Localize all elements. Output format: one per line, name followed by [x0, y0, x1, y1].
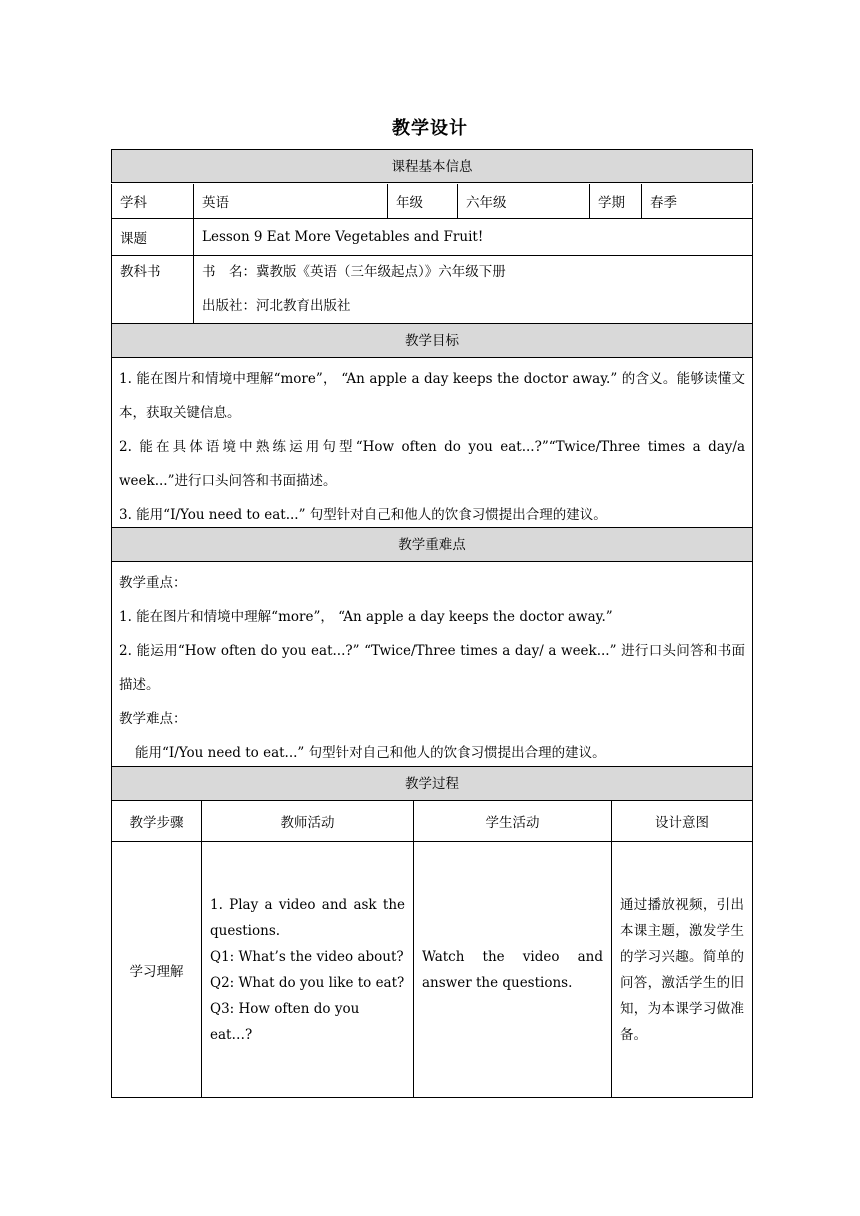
document-title: 教学设计: [392, 118, 468, 139]
subject-label: 学科: [112, 184, 194, 218]
textbook-value: [194, 256, 753, 323]
key-point-item-1: 1. 能在图片和情境中理解“more”， “An apple a day keeps the doctor away.”: [119, 609, 613, 625]
objective-item-1: 1. 能在图片和情境中理解“more”， “An apple a day keeps the doctor away.” 的含义。能够读懂文本，获取关键信息。: [119, 371, 745, 421]
grade-value: 六年级: [458, 184, 590, 218]
column-header-student: 学生活动: [414, 801, 612, 841]
difficult-points-label: 教学难点：: [119, 711, 187, 727]
objectives-header: 教学目标: [111, 324, 753, 358]
teacher-activity-line-1a: 1. Play a video and ask the questions.: [210, 896, 405, 939]
process-step: 学习理解: [112, 842, 202, 1097]
design-intent: 通过播放视频，引出本课主题，激发学生的学习兴趣。简单的问答，激活学生的旧知，为本课学习做准备。: [612, 842, 753, 1097]
key-points-body: [111, 562, 753, 767]
process-row: [111, 842, 753, 1098]
column-header-intent: 设计意图: [612, 801, 753, 841]
topic-value: Lesson 9 Eat More Vegetables and Fruit!: [194, 219, 753, 255]
textbook-name: 书 名：冀教版《英语（三年级起点）》六年级下册: [202, 264, 506, 280]
term-label: 学期: [590, 184, 642, 218]
textbook-publisher: 出版社：河北教育出版社: [202, 298, 351, 314]
student-activity: Watch the video and answer the questions.: [414, 842, 612, 1097]
objective-item-2: 2. 能在具体语境中熟练运用句型“How often do you eat...?”“Twice/Three times a day/a week...”进行口头问答和书面描述。: [119, 439, 745, 489]
topic-label: 课题: [112, 219, 194, 255]
column-header-teacher: 教师活动: [202, 801, 414, 841]
key-points-header: 教学重难点: [111, 528, 753, 562]
column-header-step: 教学步骤: [112, 801, 202, 841]
teacher-activity-q2: Q2: What do you like to eat?: [210, 974, 405, 991]
textbook-row: [111, 256, 753, 324]
teacher-activity-q3: Q3: How often do you eat…?: [210, 1000, 360, 1043]
teacher-activity: [202, 842, 414, 1097]
basic-info-header: 课程基本信息: [111, 149, 753, 183]
objective-item-3: 3. 能用“I/You need to eat...” 句型针对自己和他人的饮食习惯提出合理的建议。: [119, 507, 607, 523]
objectives-list: [111, 358, 753, 528]
topic-row: [111, 219, 753, 256]
term-value: 春季: [642, 184, 753, 218]
subject-value: 英语: [194, 184, 388, 218]
grade-label: 年级: [388, 184, 458, 218]
process-column-headers: [111, 801, 753, 842]
process-header: 教学过程: [111, 767, 753, 801]
difficult-point-item: 能用“I/You need to eat...” 句型针对自己和他人的饮食习惯提出合理的建议。: [135, 745, 606, 761]
teacher-activity-q1: Q1: What’s the video about?: [210, 948, 404, 965]
key-point-item-2: 2. 能运用“How often do you eat...?” “Twice/Three times a day/ a week...” 进行口头问答和书面描述。: [119, 643, 745, 693]
subject-grade-term-row: [111, 184, 753, 219]
textbook-label: 教科书: [112, 256, 194, 323]
key-points-label: 教学重点：: [119, 575, 187, 591]
